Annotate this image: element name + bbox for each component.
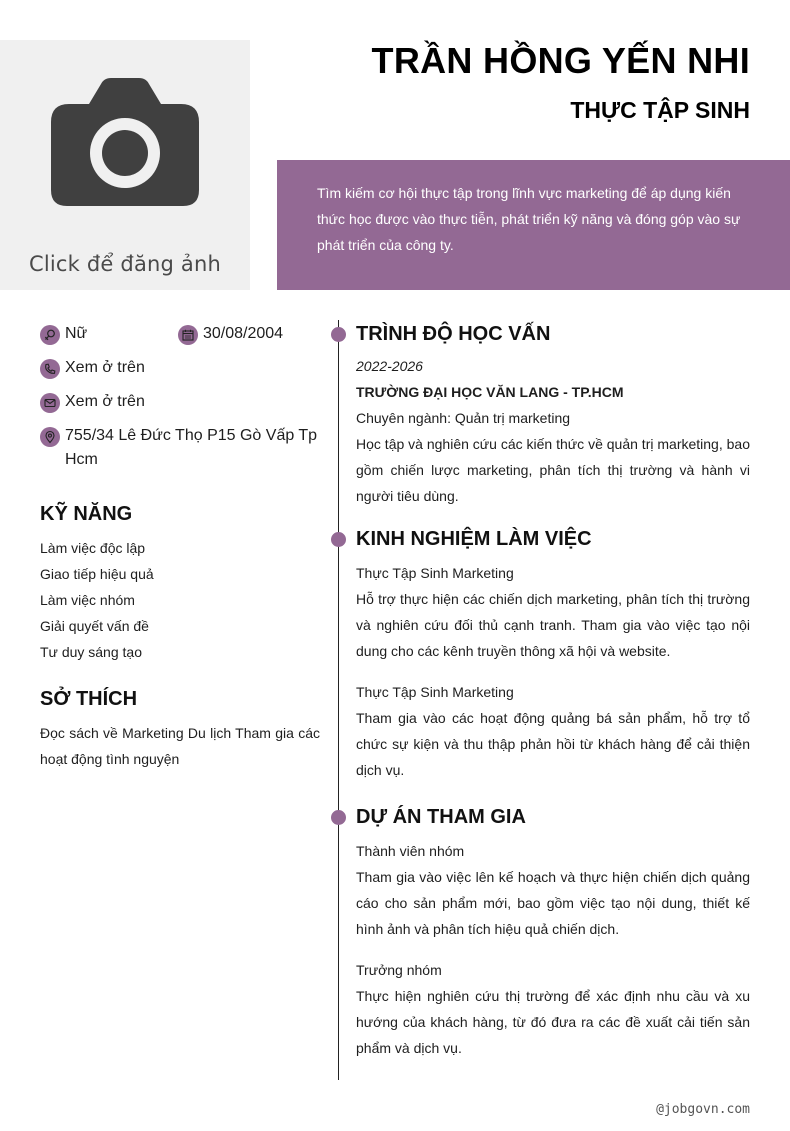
experience-description: Tham gia vào các hoạt động quảng bá sản phẩm, hỗ trợ tổ chức sự kiện và thu thập phản hồi từ khách hàng để cải thiện dịch vụ.	[356, 710, 750, 778]
timeline-dot	[331, 532, 346, 547]
email-value: Xem ở trên	[65, 393, 145, 410]
gender-icon	[40, 325, 60, 345]
phone-icon	[40, 359, 60, 379]
skills-title: KỸ NĂNG	[40, 503, 133, 525]
education-section	[356, 353, 750, 509]
project-item	[356, 838, 750, 942]
experience-item	[356, 560, 750, 664]
email-icon	[40, 393, 60, 413]
education-title: TRÌNH ĐỘ HỌC VẤN	[356, 323, 551, 345]
contact-address	[40, 426, 320, 472]
hobbies-title: SỞ THÍCH	[40, 688, 138, 710]
skills-list	[40, 535, 154, 665]
experience-position: Thực Tập Sinh Marketing	[356, 684, 514, 700]
footer-watermark: @jobgovn.com	[656, 1102, 750, 1117]
timeline-dot	[331, 810, 346, 825]
contact-email	[40, 392, 145, 414]
candidate-name: TRẦN HỒNG YẾN NHI	[371, 40, 750, 81]
contact-phone	[40, 358, 145, 380]
skill-item: Giải quyết vấn đề	[40, 618, 149, 634]
birthday-value: 30/08/2004	[203, 325, 284, 342]
project-item	[356, 957, 750, 1061]
skill-item: Làm việc nhóm	[40, 592, 135, 608]
experience-title: KINH NGHIỆM LÀM VIỆC	[356, 528, 592, 550]
location-pin-icon	[40, 427, 60, 447]
candidate-role: THỰC TẬP SINH	[570, 97, 750, 123]
skill-item: Làm việc độc lập	[40, 540, 146, 556]
project-role: Trưởng nhóm	[356, 962, 442, 978]
contact-birthday	[178, 324, 283, 346]
education-description: Học tập và nghiên cứu các kiến thức về quản trị marketing, bao gồm chiến lược marketing, phân tích thị trường và hành vi người tiêu dùng.	[356, 436, 750, 504]
gender-value: Nữ	[65, 325, 88, 342]
experience-position: Thực Tập Sinh Marketing	[356, 565, 514, 581]
experience-item	[356, 679, 750, 783]
education-major: Chuyên ngành: Quản trị marketing	[356, 410, 571, 426]
education-school: TRƯỜNG ĐẠI HỌC VĂN LANG - TP.HCM	[356, 384, 624, 400]
education-period: 2022-2026	[356, 358, 423, 374]
project-description: Thực hiện nghiên cứu thị trường để xác định nhu cầu và xu hướng của khách hàng, từ đó đưa ra các đề xuất cải tiến sản phẩm và dịch vụ.	[356, 988, 750, 1056]
contact-gender	[40, 324, 87, 346]
photo-upload-label: Click để đăng ảnh	[28, 252, 222, 276]
project-description: Tham gia vào việc lên kế hoạch và thực hiện chiến dịch quảng cáo cho sản phẩm mới, bao gồm việc tạo nội dung, thiết kế hình ảnh và phân tích hiệu quả chiến dịch.	[356, 869, 750, 937]
career-objective: Tìm kiếm cơ hội thực tập trong lĩnh vực marketing để áp dụng kiến thức học được vào thực tiễn, phát triển kỹ năng và đóng góp vào sự phát triển của công ty.	[277, 160, 790, 290]
timeline-dot	[331, 327, 346, 342]
skill-item: Giao tiếp hiệu quả	[40, 566, 154, 582]
phone-value: Xem ở trên	[65, 359, 145, 376]
timeline-line	[338, 320, 339, 1080]
address-value: 755/34 Lê Đức Thọ P15 Gò Vấp Tp Hcm	[65, 427, 318, 468]
project-role: Thành viên nhóm	[356, 843, 465, 859]
hobbies-text: Đọc sách về Marketing Du lịch Tham gia các hoạt động tình nguyện	[40, 725, 320, 767]
skill-item: Tư duy sáng tạo	[40, 644, 142, 660]
experience-description: Hỗ trợ thực hiện các chiến dịch marketing, phân tích thị trường và nghiên cứu đối thủ cạnh tranh. Tham gia vào việc tạo nội dung cho các kênh truyền thông xã hội và website.	[356, 591, 750, 659]
projects-title: DỰ ÁN THAM GIA	[356, 806, 526, 828]
photo-upload[interactable]	[0, 40, 250, 290]
calendar-icon	[178, 325, 198, 345]
camera-icon	[51, 78, 199, 208]
